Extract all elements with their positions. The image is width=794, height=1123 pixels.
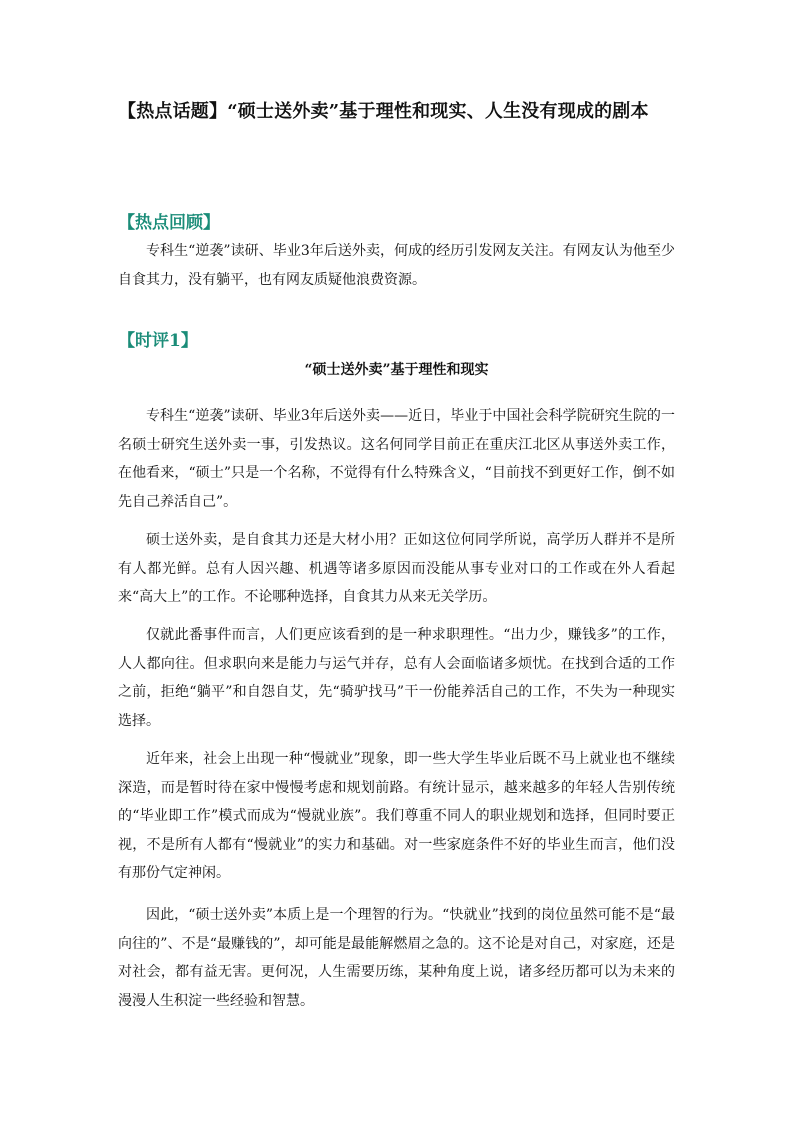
commentary-title: “硕士送外卖”基于理性和现实: [304, 362, 489, 378]
commentary-paragraph: 硕士送外卖，是自食其力还是大材小用？正如这位何同学所说，高学历人群并不是所有人都光鲜。总有人因兴趣、机遇等诸多原因而没能从事专业对口的工作或在外人看起来“高大上”的工作。不论哪种选择，自食其力从来无关学历。: [118, 532, 675, 605]
document-title: 【热点话题】“硕士送外卖”基于理性和现实、人生没有现成的剧本: [118, 101, 649, 122]
commentary-heading: 【时评1】: [118, 331, 198, 351]
commentary-paragraph: 专科生“逆袭”读研、毕业3年后送外卖——近日，毕业于中国社会科学院研究生院的一名硕士研究生送外卖一事，引发热议。这名何同学目前正在重庆江北区从事送外卖工作，在他看来，“硕士”只是一个名称，不觉得有什么特殊含义，“目前找不到更好工作，倒不如先自己养活自己”。: [118, 408, 675, 510]
commentary-paragraph: 近年来，社会上出现一种“慢就业”现象，即一些大学生毕业后既不马上就业也不继续深造，而是暂时待在家中慢慢考虑和规划前路。有统计显示，越来越多的年轻人告别传统的“毕业即工作”模式而成为“慢就业族”。我们尊重不同人的职业规划和选择，但同时要正视，不是所有人都有“慢就业”的实力和基础。对一些家庭条件不好的毕业生而言，他们没有那份气定神闲。: [118, 751, 675, 881]
hot-review-paragraph: 专科生“逆袭”读研、毕业3年后送外卖，何成的经历引发网友关注。有网友认为他至少自食其力，没有躺平，也有网友质疑他浪费资源。: [118, 243, 675, 288]
hot-review-heading: 【热点回顾】: [118, 213, 220, 233]
commentary-paragraph: 因此，“硕士送外卖”本质上是一个理智的行为。“快就业”找到的岗位虽然可能不是“最向往的”、不是“最赚钱的”，却可能是最能解燃眉之急的。这不论是对自己，对家庭，还是对社会，都有益无害。更何况，人生需要历练，某种角度上说，诸多经历都可以为未来的漫漫人生积淀一些经验和智慧。: [118, 907, 675, 1009]
commentary-paragraph: 仅就此番事件而言，人们更应该看到的是一种求职理性。“出力少，赚钱多”的工作，人人都向往。但求职向来是能力与运气并存，总有人会面临诸多烦忧。在找到合适的工作之前，拒绝“躺平”和自怨自艾，先“骑驴找马”干一份能养活自己的工作，不失为一种现实选择。: [118, 627, 675, 729]
